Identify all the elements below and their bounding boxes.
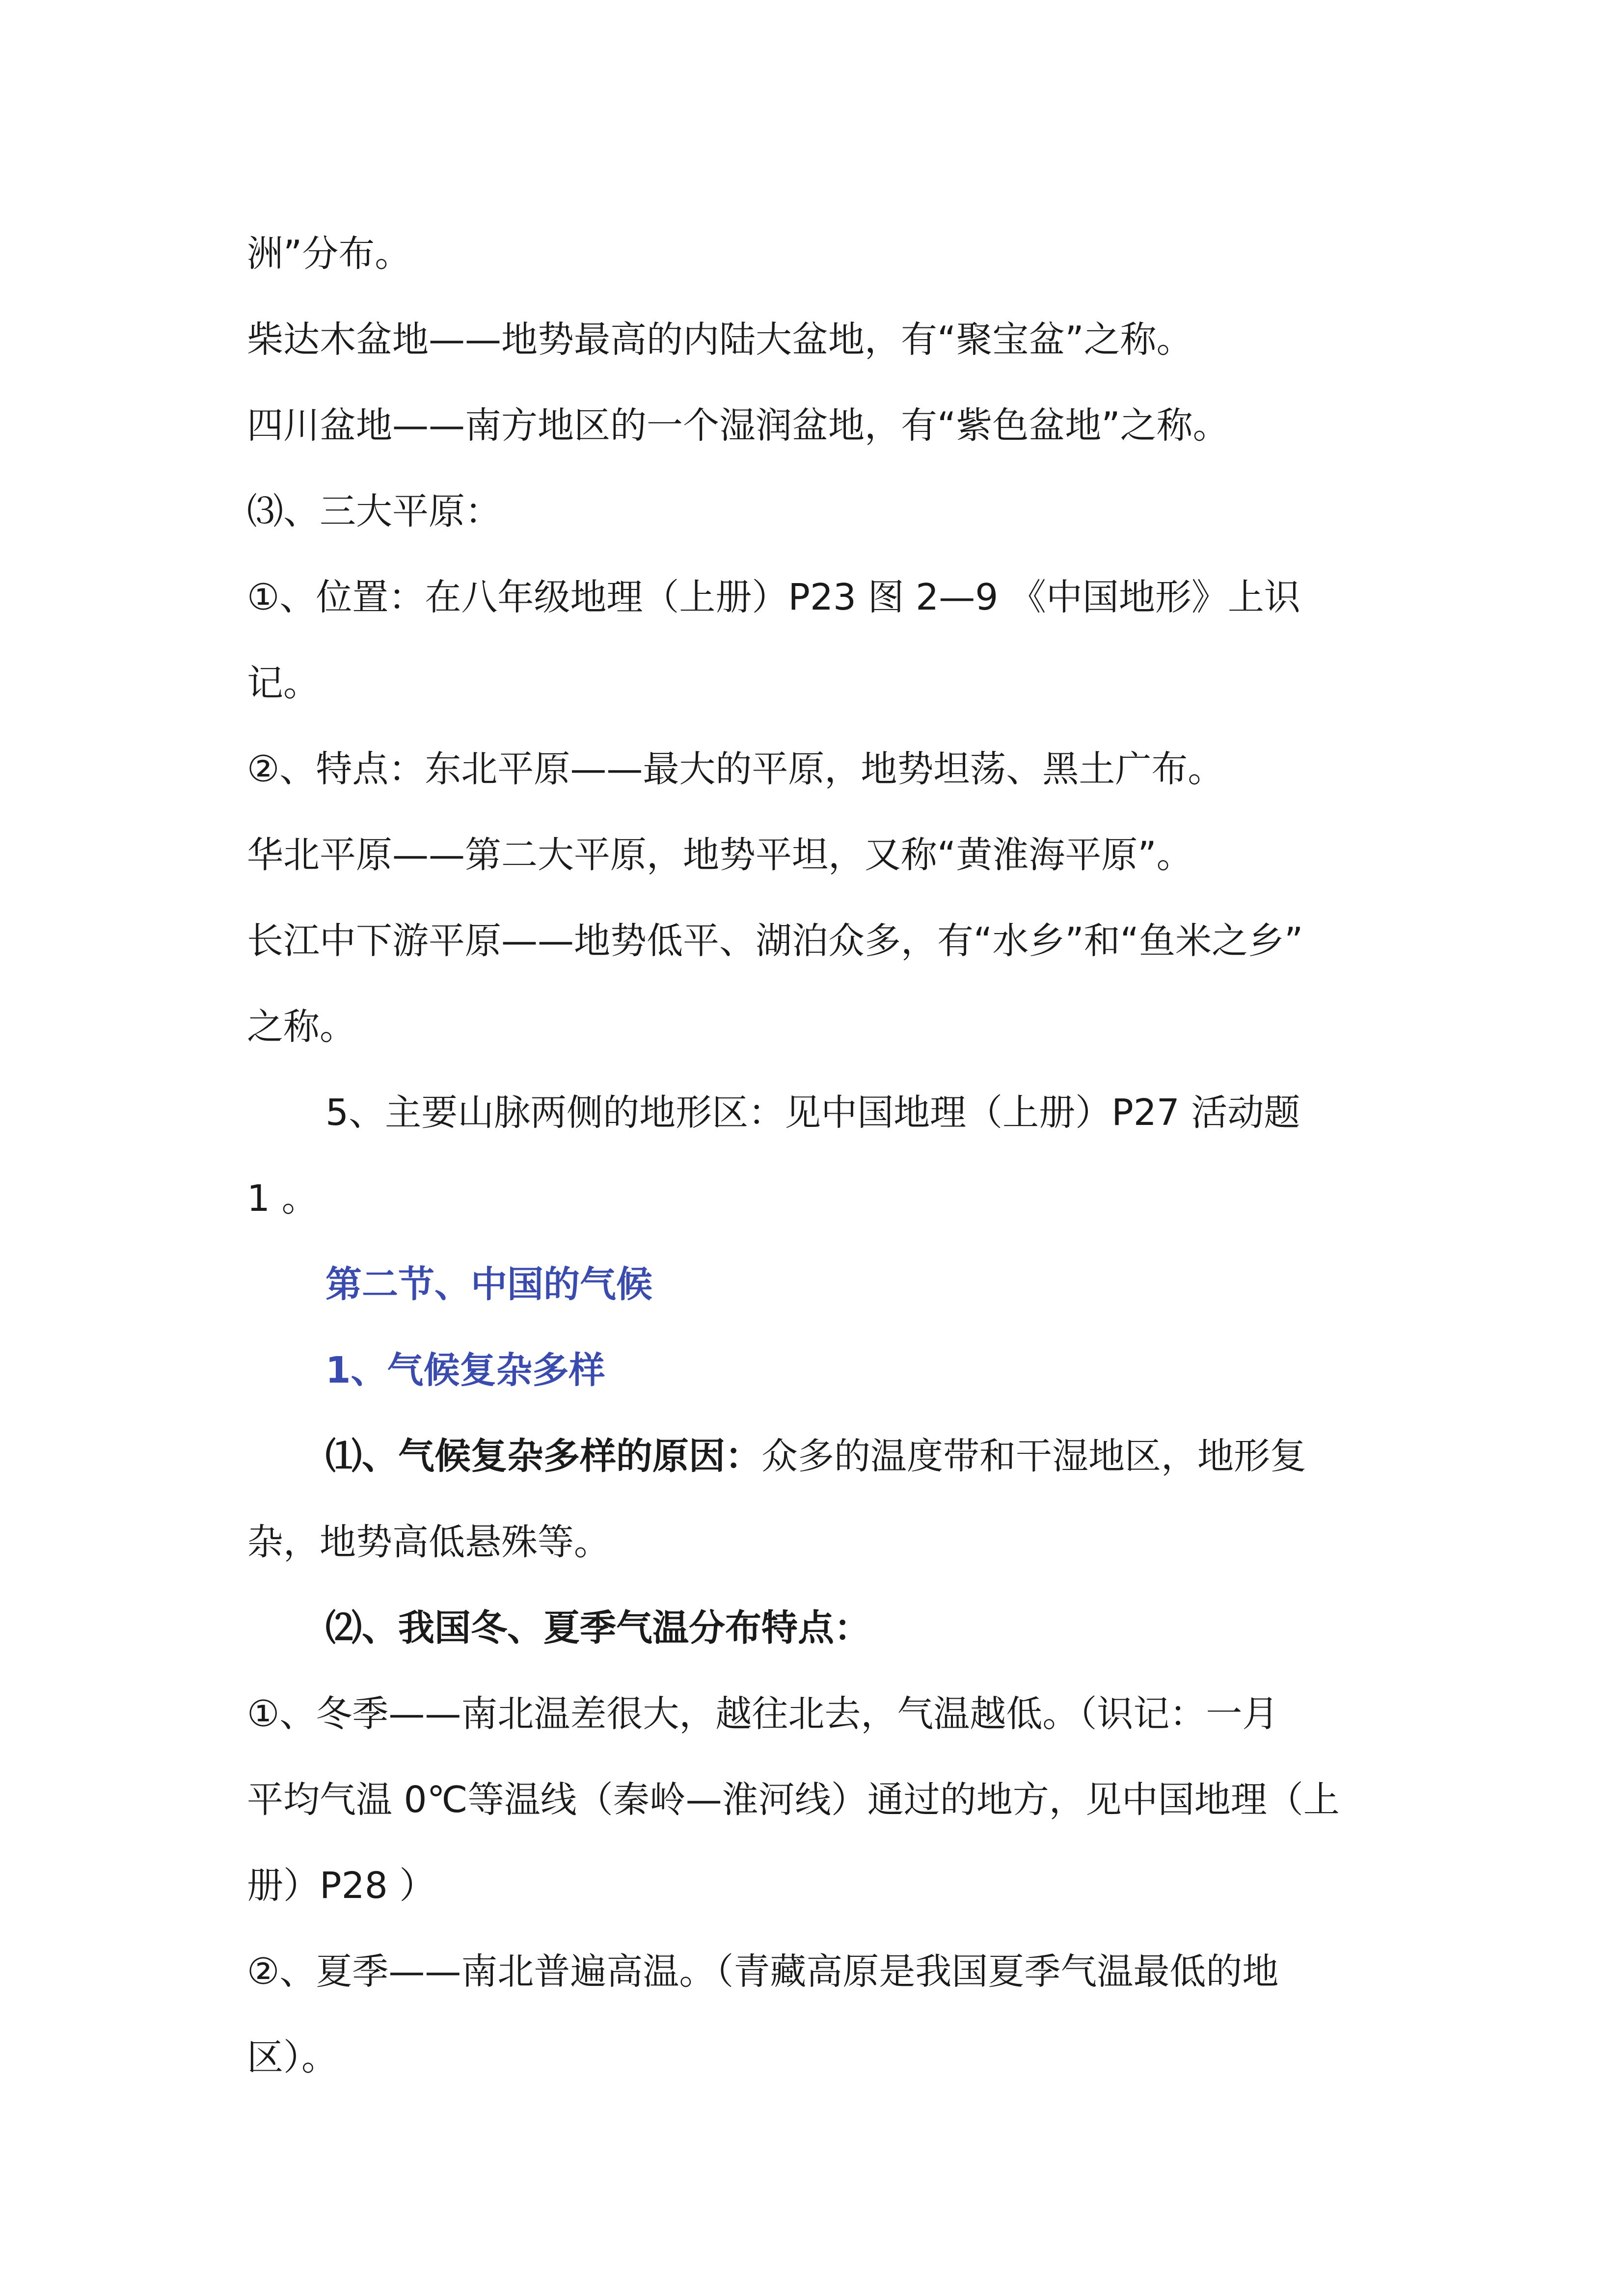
text-line: ②、特点：东北平原——最大的平原，地势坦荡、黑土广布。 <box>247 748 1224 790</box>
text-line: 柴达木盆地——地势最高的内陆大盆地，有“聚宝盆”之称。 <box>247 319 1193 361</box>
reason-text: 众多的温度带和干湿地区，地形复 <box>761 1435 1306 1477</box>
text-line: 长江中下游平原——地势低平、湖泊众多，有“水乡”和“鱼米之乡” <box>247 920 1303 962</box>
text-line: ①、冬季——南北温差很大，越往北去，气温越低。（识记：一月 <box>247 1693 1279 1735</box>
text-line: ⑶、三大平原： <box>247 490 501 533</box>
text-line: 5、主要山脉两侧的地形区：见中国地理（上册）P27 活动题 <box>325 1092 1300 1134</box>
text-line: 区）。 <box>247 2036 338 2079</box>
text-line: 记。 <box>247 662 320 704</box>
text-line: 洲”分布。 <box>247 233 411 275</box>
text-line: 1 。 <box>247 1177 318 1220</box>
reason-paragraph <box>247 1414 1391 1499</box>
document-body <box>247 211 1391 2101</box>
subsection-title: 1、气候复杂多样 <box>325 1349 605 1391</box>
reason-label: ⑴、气候复杂多样的原因： <box>325 1435 761 1477</box>
text-line: 杂，地势高低悬殊等。 <box>247 1521 610 1563</box>
text-line: ②、夏季——南北普遍高温。（青藏高原是我国夏季气温最低的地 <box>247 1950 1279 1993</box>
temperature-label: ⑵、我国冬、夏季气温分布特点： <box>325 1607 870 1649</box>
text-line: 之称。 <box>247 1006 356 1048</box>
text-line: 四川盆地——南方地区的一个湿润盆地，有“紫色盆地”之称。 <box>247 404 1229 447</box>
section-title: 第二节、中国的气候 <box>325 1263 652 1306</box>
text-line: 册）P28 ） <box>247 1865 436 1907</box>
text-line: 华北平原——第二大平原，地势平坦，又称“黄淮海平原”。 <box>247 834 1193 876</box>
text-line: ①、位置：在八年级地理（上册）P23 图 2—9 《中国地形》上识 <box>247 576 1300 618</box>
text-line: 平均气温 0℃等温线（秦岭—淮河线）通过的地方，见中国地理（上 <box>247 1779 1340 1821</box>
